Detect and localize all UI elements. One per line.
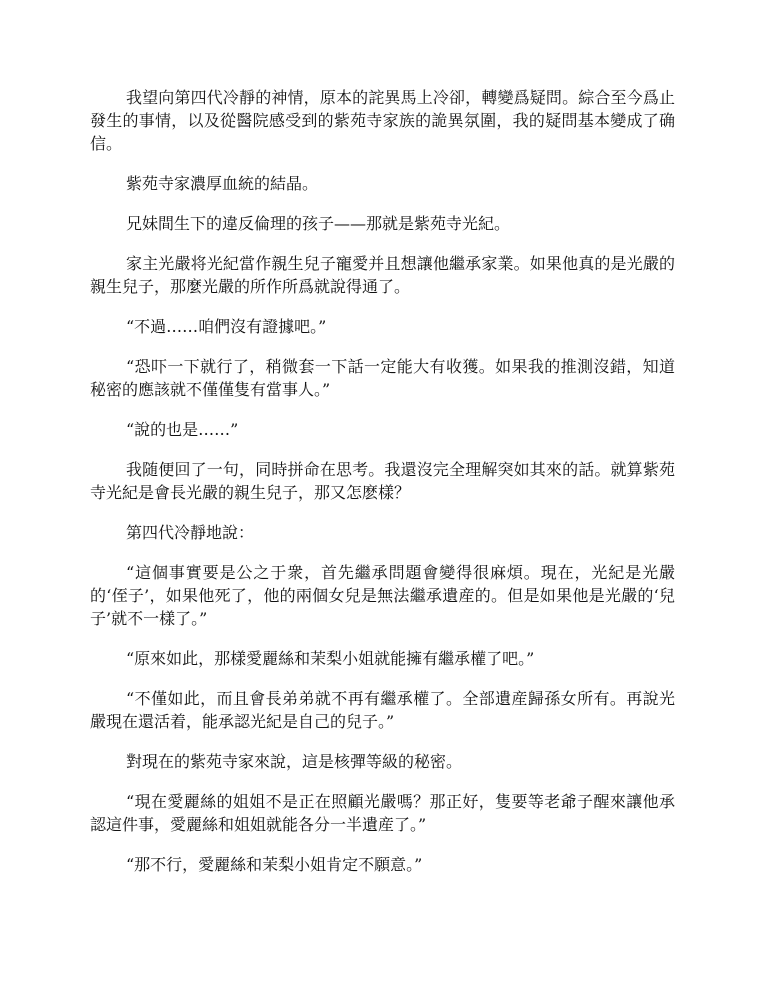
paragraph: 我望向第四代冷靜的神情，原本的詫異馬上冷卻，轉變爲疑問。綜合至今爲止發生的事情，以及從醫院感受到的紫苑寺家族的詭異氛圍，我的疑問基本變成了确信。 [90,88,675,153]
paragraph: 兄妹間生下的違反倫理的孩子——那就是紫苑寺光紀。 [126,214,511,233]
paragraph: “不僅如此，而且會長弟弟就不再有繼承權了。全部遺産歸孫女所有。再說光嚴現在還活着，能承認光紀是自己的兒子。” [90,689,675,731]
paragraph: 對現在的紫苑寺家來說，這是核彈等級的秘密。 [126,752,463,771]
paragraph: “現在愛麗絲的姐姐不是正在照顧光嚴嗎？那正好，隻要等老爺子醒來讓他承認這件事，愛麗絲和姐姐就能各分一半遺産了。” [90,792,675,834]
paragraph: “這個事實要是公之于衆，首先繼承問題會變得很麻煩。現在，光紀是光嚴的‘侄子’，如果他死了，他的兩個女兒是無法繼承遺産的。但是如果他是光嚴的‘兒子’就不一樣了。” [90,563,675,628]
paragraph: 我随便回了一句，同時拼命在思考。我還沒完全理解突如其來的話。就算紫苑寺光紀是會長光嚴的親生兒子，那又怎麽樣？ [90,460,675,502]
paragraph: “不過……咱們沒有證據吧。” [126,317,327,336]
paragraph: “說的也是……” [126,420,239,439]
paragraph: 紫苑寺家濃厚血統的結晶。 [126,174,319,193]
paragraph: 家主光嚴将光紀當作親生兒子寵愛并且想讓他繼承家業。如果他真的是光嚴的親生兒子，那麼光嚴的所作所爲就說得通了。 [90,254,675,296]
paragraph: “原來如此，那樣愛麗絲和茉梨小姐就能擁有繼承權了吧。” [126,649,535,668]
document-body [90,86,675,893]
paragraph: “那不行，愛麗絲和茉梨小姐肯定不願意。” [126,855,423,874]
paragraph: “恐吓一下就行了，稍微套一下話一定能大有收獲。如果我的推測沒錯，知道秘密的應該就不僅僅隻有當事人。” [90,357,675,399]
paragraph: 第四代冷靜地說： [126,523,255,542]
